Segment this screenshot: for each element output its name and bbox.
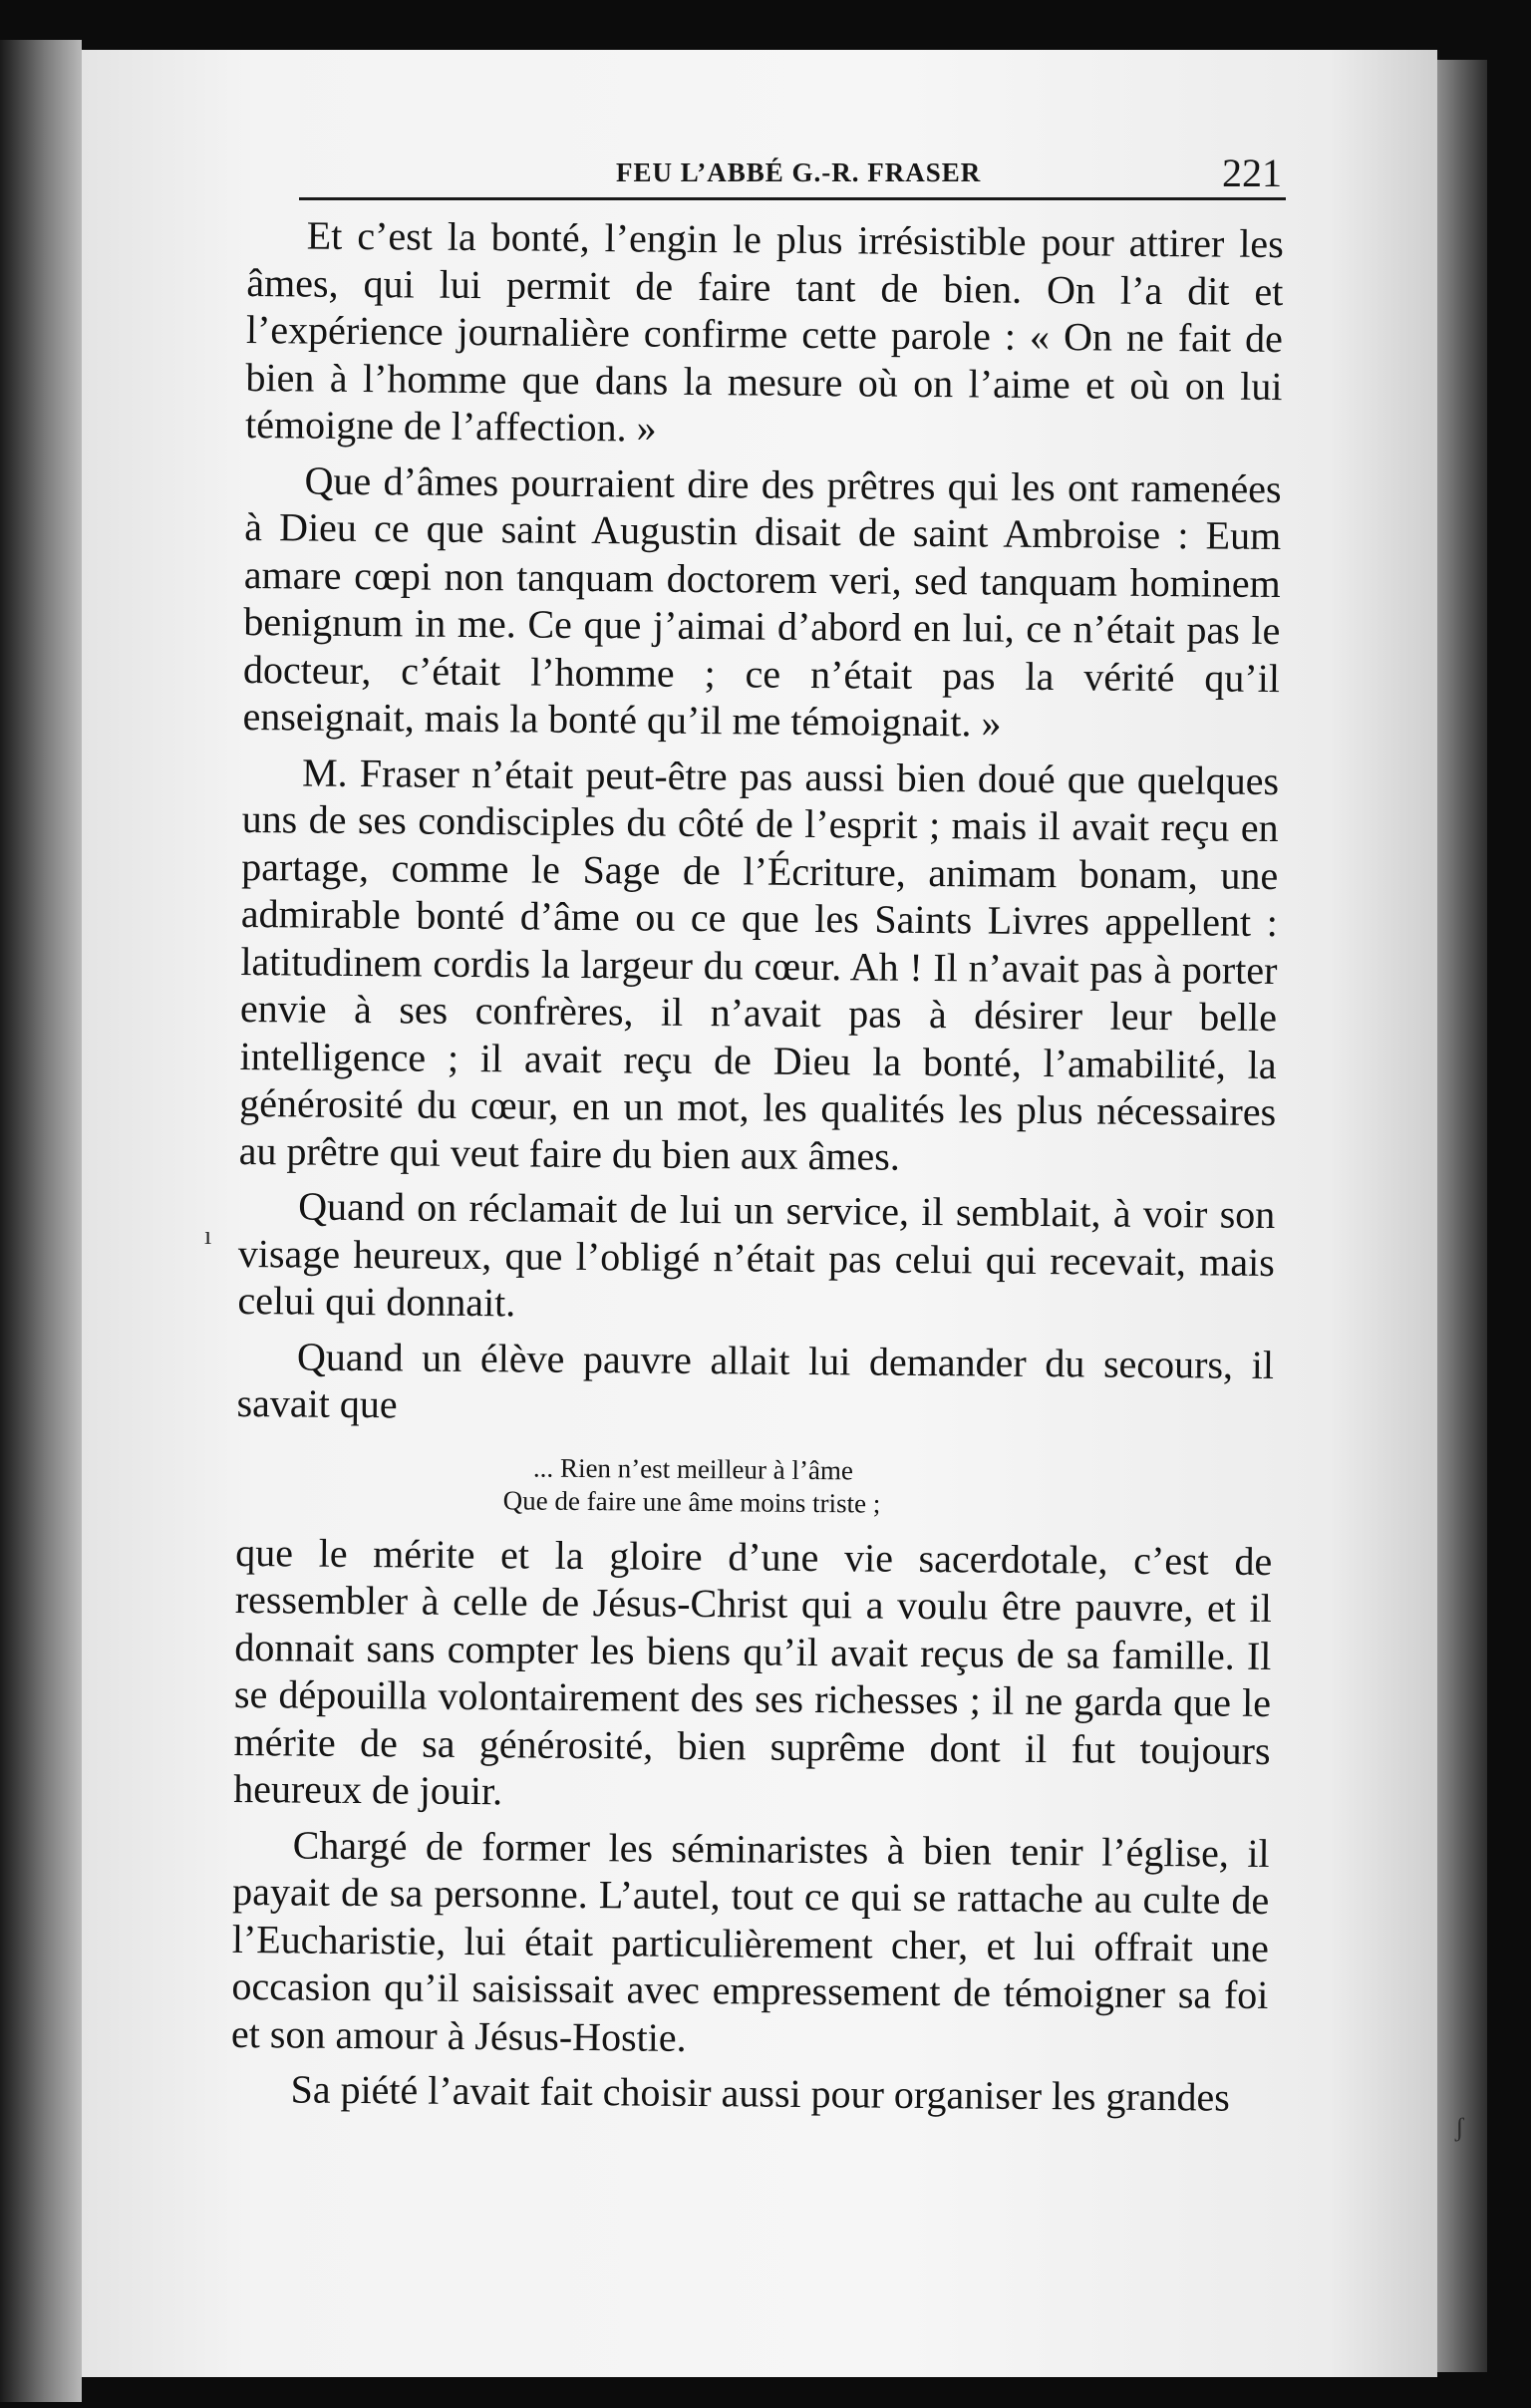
facing-page-edge: [0, 40, 82, 2402]
paragraph: Chargé de former les séminaristes à bien tenir l’église, il payait de sa personne. L’autel, tout ce qui se rattache au culte de l’Eucharistie, lui était particulièrement cher, et lui offrait une occasion qu’il saisissait avec empressement de témoigner sa foi et son amour à Jésus-Hostie.: [230, 1821, 1270, 2060]
page-number: 221: [1222, 150, 1282, 195]
margin-speck: ı: [204, 1221, 212, 1250]
verse-line: Que de faire une âme moins triste ;: [502, 1484, 881, 1519]
paragraph: Quand un élève pauvre allait lui demander du secours, il savait que: [236, 1333, 1275, 1427]
paragraph: Quand on réclamait de lui un service, il semblait, à voir son visage heureux, que l’obligé n’était pas celui qui recevait, mais celui qui donnait.: [237, 1183, 1276, 1326]
paragraph: Que d’âmes pourraient dire des prêtres qui les ont ramenées à Dieu ce que saint Augustin disait de saint Ambroise : Eum amare cœpi non tanquam doctorem veri, sed tanquam hominem benignum in me. Ce que j’aimai d’abord en lui, ce n’était pas le docteur, c’était l’homme ; ce n’était pas la vérité qu’il enseignait, mais la bonté qu’il me témoignait. »: [242, 457, 1282, 746]
paragraph: Sa piété l’avait fait choisir aussi pour organiser les grandes: [290, 2066, 1231, 2120]
paragraph: Et c’est la bonté, l’engin le plus irrésistible pour attirer les âmes, qui lui permit de faire tant de bien. On l’a dit et l’expérience journalière confirme cette parole : « On ne fait de bien à l’homme que dans la mesure où on l’aime et où on lui témoigne de l’affection. »: [244, 212, 1284, 451]
paragraph: M. Fraser n’était peut-être pas aussi bien doué que quelques uns de ses condisciples du côté de l’esprit ; mais il avait reçu en partage, comme le Sage de l’Écriture, animam bonam, une admirable bonté d’âme ou ce que les Saints Livres appellent : latitudinem cordis la largeur du cœur. Ah ! Il n’avait pas à porter envie à ses confrères, il n’avait pas à désirer leur belle intelligence ; il avait reçu de Dieu la bonté, l’amabilité, la générosité du cœur, en un mot, les qualités les plus nécessaires au prêtre qui veut faire du bien aux âmes.: [238, 750, 1280, 1179]
margin-speck: ʃ: [1455, 2113, 1464, 2142]
book-spine-shadow: [1437, 60, 1487, 2372]
verse-line: ... Rien n’est meilleur à l’âme: [532, 1452, 854, 1485]
running-title: FEU L’ABBÉ G.-R. FRASER: [616, 157, 982, 187]
page-header: [299, 148, 1286, 200]
body-text: [230, 211, 1284, 2130]
paragraph: que le mérite et la gloire d’une vie sacerdotale, c’est de ressembler à celle de Jésus-Christ qui a voulu être pauvre, et il donnait sans compter les biens qu’il avait reçus de sa famille. Il se dépouilla volontairement des ses richesses ; il ne garda que le mérite de sa générosité, bien suprême dont il fut toujours heureux de jouir.: [232, 1529, 1273, 1814]
verse-quote: [236, 1448, 1274, 1523]
